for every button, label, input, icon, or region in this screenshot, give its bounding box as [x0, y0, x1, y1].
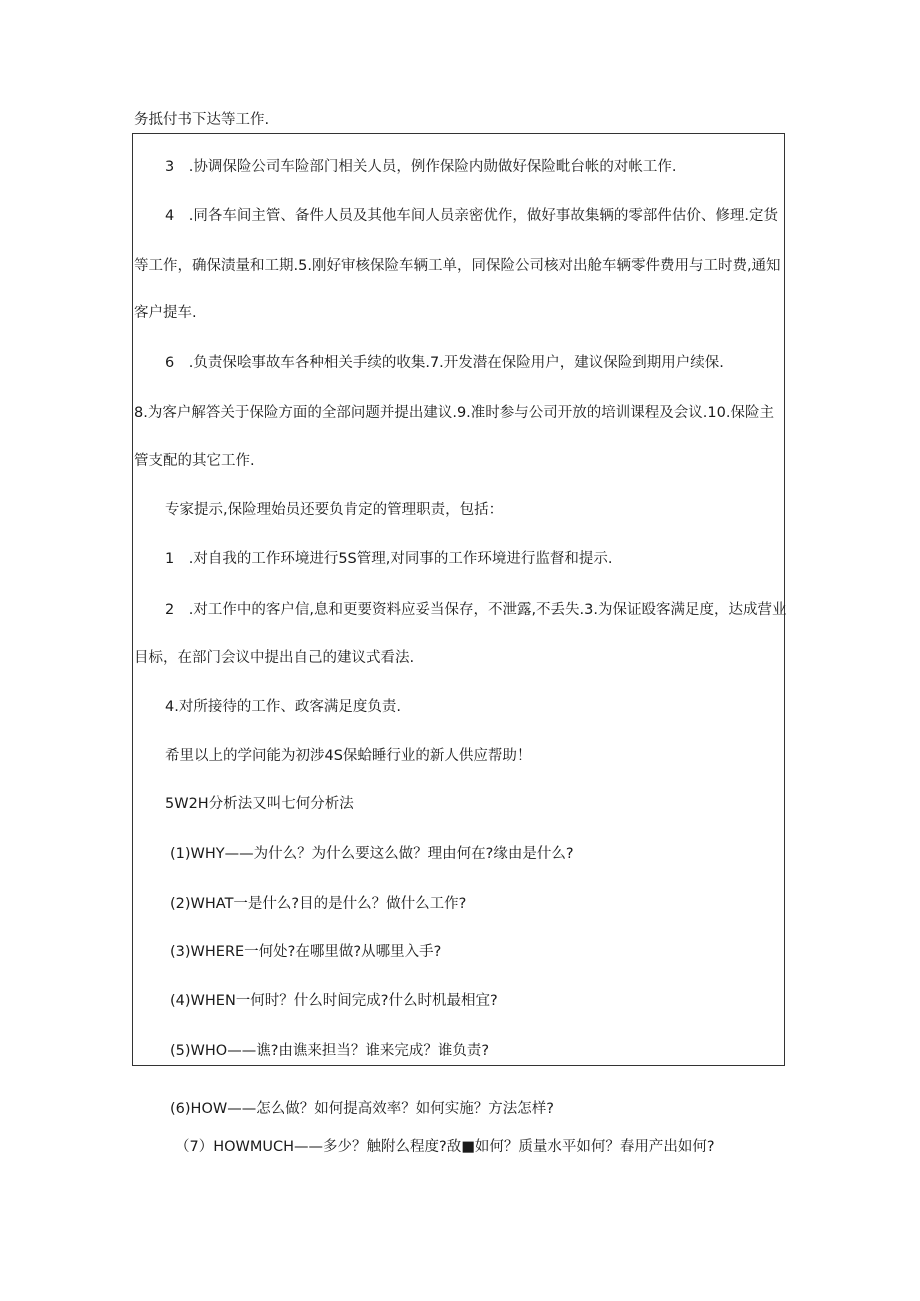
box-line: 管支配的其它工作.: [134, 453, 255, 469]
after-line: （7）HOWMUCH——多少？触附么程度?敌■如何？质量水平如何？春用产出如何?: [175, 1139, 715, 1155]
intro-line: 务抵付书下达等工作.: [134, 112, 270, 128]
box-line: (2)WHAT一是什么?目的是什么？做什么工作?: [170, 896, 467, 912]
box-line: 2 .对工作中的客户信,息和更要资料应妥当保存，不泄露,不丢失.3.为保证殴客满足度，达成营业: [165, 602, 787, 618]
after-line: (6)HOW——怎么做？如何提高效率？如何实施？方法怎样?: [170, 1101, 554, 1117]
box-line: (4)WHEN一何时？什么时间完成?什么时机最相宜?: [170, 993, 498, 1009]
box-line: 1 .对自我的工作环境进行5S管理,对同事的工作环境进行监督和提示.: [165, 551, 613, 567]
box-line: (1)WHY——为什么？为什么要这么做？理由何在?缘由是什么?: [170, 846, 574, 862]
box-line: 客户提车.: [134, 305, 197, 321]
box-line: 4 .同各车间主管、备件人员及其他车间人员亲密优作，做好事故集辆的零部件估价、修理.定货: [165, 208, 778, 224]
box-line: 3 .协调保险公司车险部门相关人员，例作保险内勋做好保险毗台帐的对帐工作.: [165, 159, 677, 175]
box-line: 4.对所接待的工作、政客满足度负责.: [165, 699, 401, 715]
box-line: 专家提示,保险理始员还要负肯定的管理职责，包括：: [165, 502, 504, 518]
box-line: 等工作，确保渍量和工期.5.刚好审核保险车辆工单，同保险公司核对出舱车辆零件费用与工时费,通知: [134, 258, 781, 274]
box-line: 6 .负责保哙事故车各种相关手续的收集.7.开发潜在保险用户，建议保险到期用户续保.: [165, 355, 724, 371]
box-line: (3)WHERE一何处?在哪里做?从哪里入手?: [170, 944, 442, 960]
box-line: 希里以上的学问能为初涉4S保蛤睡行业的新人供应帮助！: [165, 748, 532, 764]
box-line: 8.为客户解答关于保险方面的全部问题并提出建议.9.准时参与公司开放的培训课程及会议.10.保险主: [134, 405, 774, 421]
box-line: 目标，在部门会议中提出自己的建议式看法.: [134, 650, 415, 666]
box-line: 5W2H分析法又叫七何分析法: [165, 796, 354, 812]
box-line: (5)WHO——谯?由谯来担当？谁来完成？谁负责?: [170, 1043, 490, 1059]
